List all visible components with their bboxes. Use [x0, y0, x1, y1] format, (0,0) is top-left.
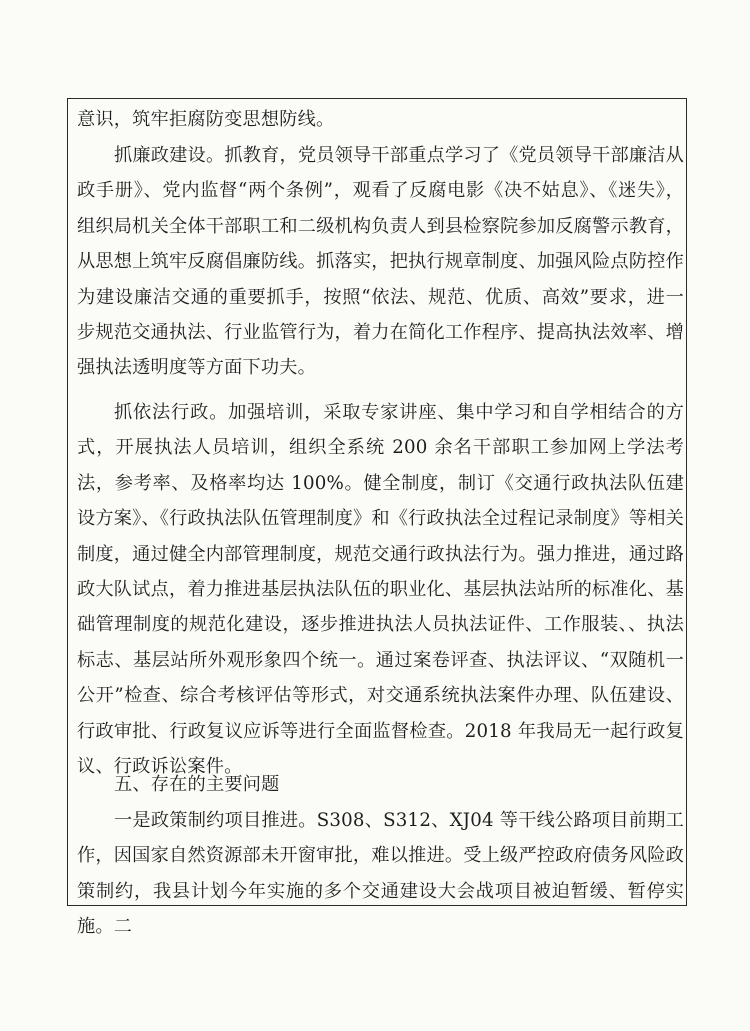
paragraph-clean-government: 抓廉政建设。抓教育，党员领导干部重点学习了《党员领导干部廉洁从政手册》、党内监督“两个条例”，观看了反腐电影《决不姑息》、《迷失》，组织局机关全体干部职工和二级机构负责人到县检察院参加反腐警示教育，从思想上筑牢反腐倡廉防线。抓落实，把执行规章制度、加强风险点防控作为建设廉洁交通的重要抓手，按照“依法、规范、优质、高效”要求，进一步规范交通执法、行业监管行为，着力在简化工作程序、提高执法效率、增强执法透明度等方面下功夫。	[77, 145, 685, 379]
paragraph-continuation: 意识，筑牢拒腐防变思想防线。	[77, 109, 335, 130]
section-heading: 五、存在的主要问题	[114, 774, 280, 795]
paragraph-law-administration: 抓依法行政。加强培训，采取专家讲座、集中学习和自学相结合的方式，开展执法人员培训，组织全系统 200 余名干部职工参加网上学法考法，参考率、及格率均达 100%。健全制度，制订《交通行政执法队伍建设方案》、《行政执法队伍管理制度》和《行政执法全过程记录制度》等相关制度，通过健全内部管理制度，规范交通行政执法行为。强力推进，通过路政大队试点，着力推进基层执法队伍的职业化、基层执法站所的标准化、基础管理制度的规范化建设，逐步推进执法人员执法证件、工作服装、、执法标志、基层站所外观形象四个统一。通过案卷评查、执法评议、“双随机一公开”检查、综合考核评估等形式，对交通系统执法案件办理、队伍建设、行政审批、行政复议应诉等进行全面监督检查。2018 年我局无一起行政复议、行政诉讼案件。	[77, 402, 684, 778]
paragraph-problems: 一是政策制约项目推进。S308、S312、XJ04 等干线公路项目前期工作，因国家自然资源部未开窗审批，难以推进。受上级严控政府债务风险政策制约，我县计划今年实施的多个交通建设大会战项目被迫暂缓、暂停实施。二	[77, 810, 684, 938]
